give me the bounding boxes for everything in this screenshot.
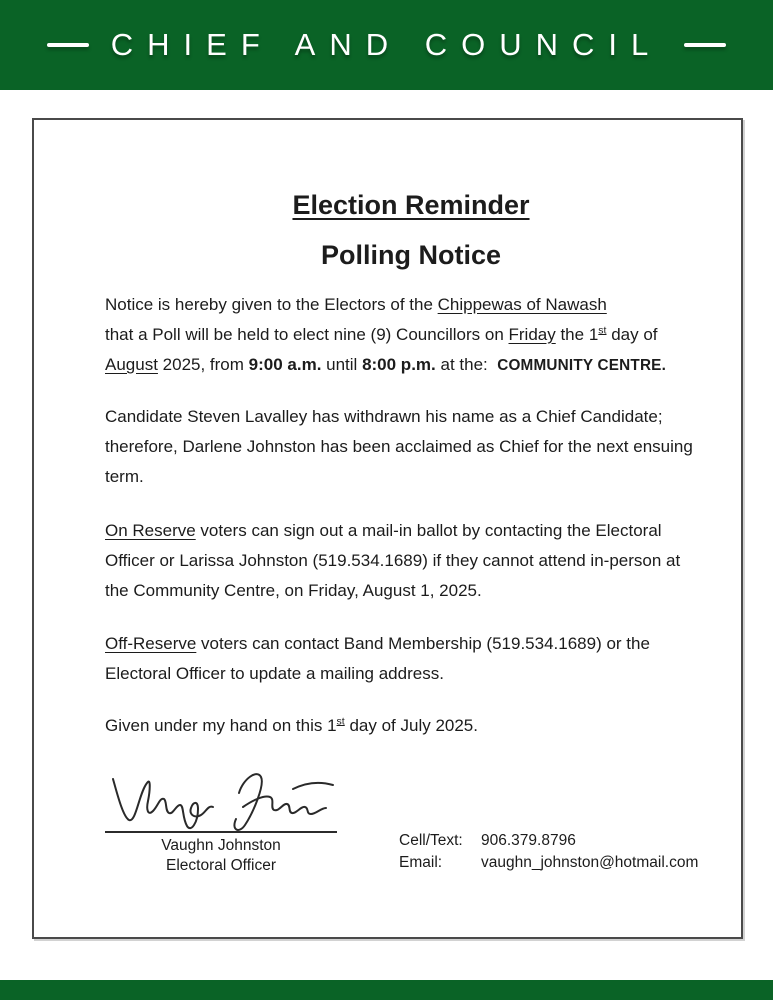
signature-column — [105, 765, 337, 876]
text-segment: voters can contact Band Membership (519.534.1689) or the — [196, 634, 650, 653]
contact-info — [399, 830, 698, 876]
banner-title: CHIEF AND COUNCIL — [110, 27, 663, 62]
signatory-name: Vaughn Johnston — [161, 837, 281, 854]
text-segment: Officer or Larissa Johnston (519.534.1689) if they cannot attend in-person at — [105, 551, 681, 570]
notice-document — [32, 118, 743, 939]
signatory-role: Electoral Officer — [166, 857, 276, 874]
text-segment: COMMUNITY CENTRE. — [497, 357, 667, 374]
text-segment: Given under my hand on this 1 — [105, 716, 337, 735]
text-line — [105, 290, 717, 320]
text-segment: term. — [105, 467, 144, 486]
text-segment: Off-Reserve — [105, 634, 197, 653]
signature-line — [105, 831, 337, 833]
paragraph-polling-details — [105, 290, 717, 381]
text-segment: 2025, from — [157, 355, 249, 374]
text-line — [105, 320, 717, 350]
text-segment: the Community Centre, on Friday, August 1, 2025. — [105, 581, 482, 600]
text-segment: st — [598, 324, 607, 337]
document-content — [34, 120, 741, 876]
document-title: Election Reminder — [292, 190, 530, 220]
text-line — [105, 629, 717, 659]
text-segment: 8:00 p.m. — [362, 355, 436, 374]
text-segment: On Reserve — [105, 521, 196, 540]
header-banner — [0, 0, 773, 90]
text-segment: Notice is hereby given to the Electors of the — [105, 295, 438, 314]
contact-row-email — [399, 852, 698, 874]
text-segment: August — [105, 355, 158, 374]
text-segment: day of — [606, 325, 658, 344]
text-segment: that a Poll will be held to elect nine (9) Councillors on — [105, 325, 509, 344]
document-subtitle: Polling Notice — [320, 240, 501, 270]
text-segment: therefore, Darlene Johnston has been acclaimed as Chief for the next ensuing — [105, 437, 693, 456]
text-segment: Chippewas of Nawash — [437, 295, 607, 314]
handwritten-signature-image — [105, 765, 337, 831]
cell-text-label: Cell/Text: — [399, 832, 463, 849]
text-line — [105, 711, 717, 741]
text-segment: Friday — [508, 325, 556, 344]
email-value: vaughn_johnston@hotmail.com — [481, 854, 699, 871]
paragraph-given-under-hand — [105, 711, 717, 741]
text-line — [105, 350, 717, 381]
paragraph-off-reserve — [105, 629, 717, 689]
text-line — [105, 432, 717, 462]
text-segment: voters can sign out a mail-in ballot by contacting the Electoral — [195, 521, 662, 540]
contact-row-cell — [399, 830, 698, 852]
text-segment: st — [336, 715, 345, 728]
paragraph-on-reserve — [105, 516, 717, 606]
text-line — [105, 546, 717, 576]
email-label: Email: — [399, 854, 443, 871]
text-segment: until — [321, 355, 363, 374]
signature-block — [105, 765, 717, 876]
cell-text-value: 906.379.8796 — [481, 832, 576, 849]
text-segment: Candidate Steven Lavalley has withdrawn his name as a Chief Candidate; — [105, 407, 663, 426]
text-segment: the 1 — [555, 325, 599, 344]
paragraph-chief-acclaimed — [105, 402, 717, 492]
text-segment: day of July 2025. — [344, 716, 478, 735]
text-line — [105, 516, 717, 546]
text-segment: 9:00 a.m. — [248, 355, 322, 374]
text-segment: Electoral Officer to update a mailing address. — [105, 664, 444, 683]
text-line — [105, 576, 717, 606]
right-dash-icon — [684, 43, 726, 47]
footer-bar — [0, 980, 773, 1000]
text-line — [105, 402, 717, 432]
left-dash-icon — [47, 43, 89, 47]
text-line — [105, 659, 717, 689]
text-line — [105, 462, 717, 492]
text-segment: at the: — [435, 355, 498, 374]
